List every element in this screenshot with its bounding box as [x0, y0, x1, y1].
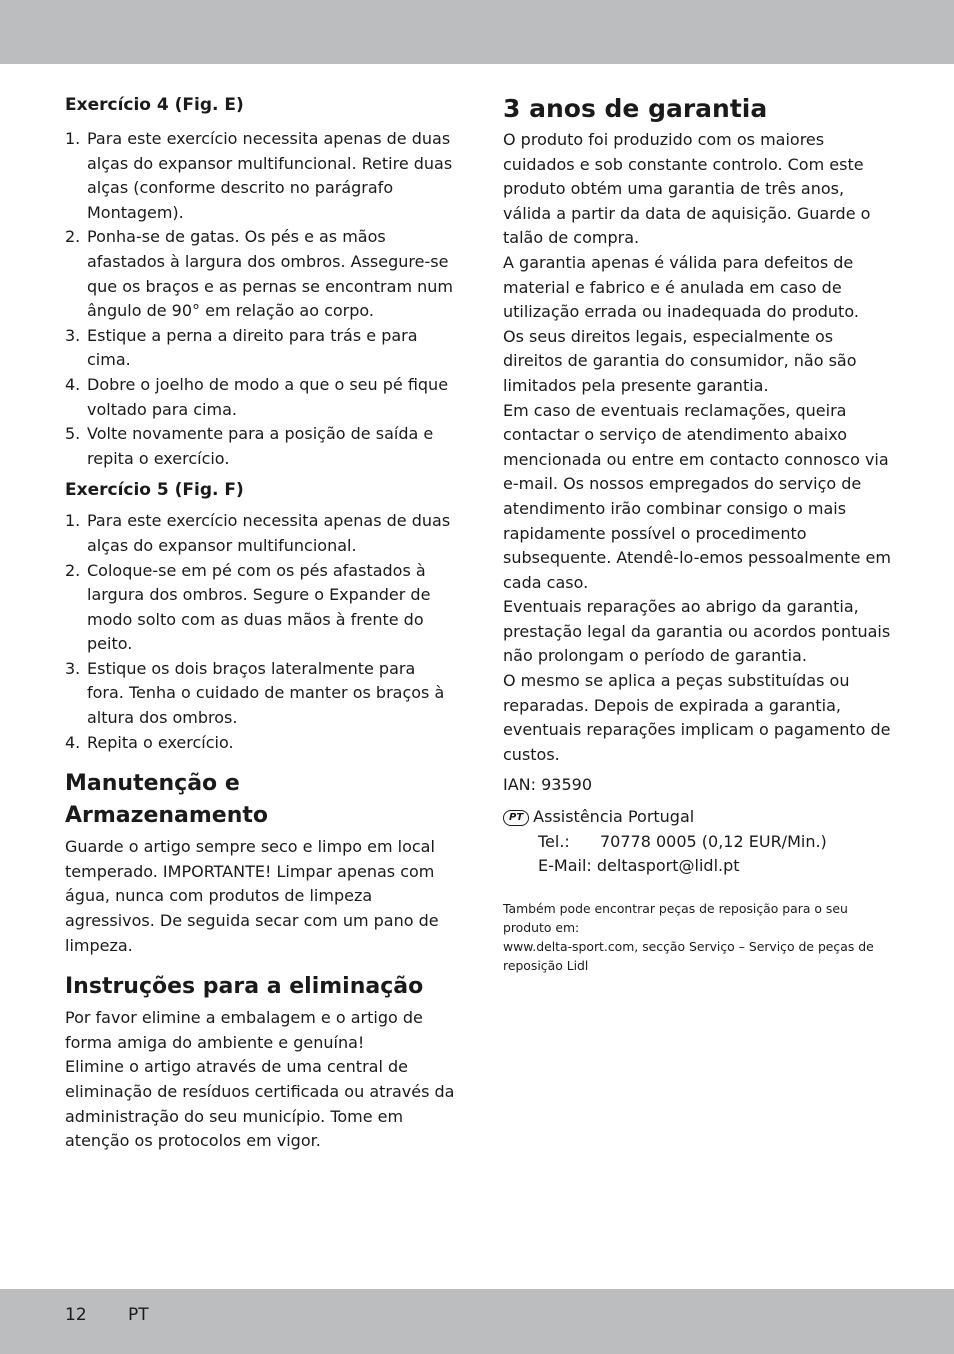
list-item-number: 5.: [65, 424, 81, 444]
list-item-text: Dobre o joelho de modo a que o seu pé fique voltado para cima.: [87, 374, 449, 419]
pt-country-badge-icon: PT: [503, 810, 529, 826]
disposal-text-2: Elimine o artigo através de uma central de eliminação de resíduos certificada ou através da administração do seu município. Tome em atenção os protocolos em vigor.: [65, 1057, 455, 1151]
list-item-text: Ponha-se de gatas. Os pés e as mãos afastados à largura dos ombros. Assegure-se que os braços e as pernas se encontram num ângulo de 90° em relação ao corpo.: [87, 227, 453, 321]
list-item-text: Volte novamente para a posição de saída e repita o exercício.: [87, 424, 434, 468]
list-item-text: Repita o exercício.: [87, 732, 234, 752]
list-item: [65, 559, 457, 657]
list-item-number: 2.: [65, 560, 81, 580]
service-phone-line: [503, 830, 895, 855]
service-name-line: [503, 805, 895, 830]
list-item-text: Coloque-se em pé com os pés afastados à largura dos ombros. Segure o Expander de modo solto com as duas mãos à frente do peito.: [87, 560, 431, 654]
list-item-number: 3.: [65, 658, 81, 678]
phone-label: Tel.:: [538, 831, 570, 851]
spare-parts-note: [503, 899, 895, 975]
list-item-number: 2.: [65, 227, 81, 247]
right-column: [503, 92, 895, 975]
list-item-number: 1.: [65, 129, 81, 148]
list-item: [65, 324, 457, 373]
page-number: 12: [65, 1305, 87, 1325]
maintenance-text: Guarde o artigo sempre seco e limpo em local temperado. IMPORTANTE! Limpar apenas com água, nunca com produtos de limpeza agressivos. De seguida secar com um pano de limpeza.: [65, 837, 439, 955]
header-bar: [0, 0, 954, 64]
list-item-text: Para este exercício necessita apenas de duas alças do expansor multifuncional. Retire duas alças (conforme descrito no parágrafo Montagem).: [87, 129, 453, 222]
list-item: [65, 509, 457, 558]
list-item: [65, 657, 457, 731]
maintenance-title: Manutenção e Armazenamento: [65, 771, 269, 829]
service-contact: [503, 805, 895, 879]
warranty-title: 3 anos de garantia: [503, 94, 768, 123]
spare-parts-line-1: Também pode encontrar peças de reposição para o seu produto em:: [503, 900, 848, 935]
warranty-paragraph-2: A garantia apenas é válida para defeitos de material e fabrico e é anulada em caso de utilização errada ou inadequada do produto.: [503, 252, 859, 322]
disposal-text-1: Por favor elimine a embalagem e o artigo de forma amiga do ambiente e genuína!: [65, 1008, 423, 1052]
list-item-text: Estique a perna a direito para trás e para cima.: [87, 325, 418, 370]
exercise-4-steps: [65, 127, 457, 471]
list-item-number: 3.: [65, 325, 81, 345]
warranty-paragraph-1: O produto foi produzido com os maiores cuidados e sob constante controlo. Com este produto obtém uma garantia de três anos, válida a partir da data de aquisição. Guarde o talão de compra.: [503, 130, 871, 248]
service-email-line: [503, 854, 895, 879]
list-item: [65, 225, 457, 323]
list-item: [65, 422, 457, 471]
list-item-number: 4.: [65, 374, 81, 394]
list-item: [65, 373, 457, 422]
warranty-paragraph-5: Eventuais reparações ao abrigo da garantia, prestação legal da garantia ou acordos pontuais não prolongam o período de garantia.: [503, 597, 891, 666]
language-code: PT: [128, 1305, 149, 1325]
list-item-number: 1.: [65, 511, 81, 531]
warranty-paragraph-4: Em caso de eventuais reclamações, queira contactar o serviço de atendimento abaixo mencionada ou entre em contacto connosco via e-mail. Os nossos empregados do serviço de atendimento irão combinar consigo o mais rapidamente possível o procedimento subsequente. Atendê-lo-emos pessoalmente em cada caso.: [503, 400, 891, 592]
email-value[interactable]: deltasport@lidl.pt: [596, 856, 740, 876]
email-label: E-Mail:: [538, 856, 592, 876]
exercise-5-steps: [65, 509, 457, 755]
list-item: [65, 127, 457, 225]
exercise-5-title: Exercício 5 (Fig. F): [65, 480, 244, 501]
exercise-4-title: Exercício 4 (Fig. E): [65, 95, 244, 115]
list-item-text: Para este exercício necessita apenas de duas alças do expansor multifuncional.: [87, 511, 451, 555]
ian-number: IAN: 93590: [503, 775, 593, 795]
left-column: [65, 92, 457, 1154]
spare-parts-line-2: www.delta-sport.com, secção Serviço – Serviço de peças de reposição Lidl: [503, 938, 874, 973]
phone-value: 70778 0005 (0,12 EUR/Min.): [600, 831, 827, 851]
disposal-title: Instruções para a eliminação: [65, 974, 424, 1000]
warranty-paragraph-6: O mesmo se aplica a peças substituídas ou reparadas. Depois de expirada a garantia, eventuais reparações implicam o pagamento de custos.: [503, 671, 891, 764]
service-name: Assistência Portugal: [533, 807, 695, 827]
warranty-paragraph-3: Os seus direitos legais, especialmente os direitos de garantia do consumidor, não são limitados pela presente garantia.: [503, 326, 857, 395]
list-item-number: 4.: [65, 732, 81, 752]
list-item-text: Estique os dois braços lateralmente para fora. Tenha o cuidado de manter os braços à altura dos ombros.: [87, 658, 445, 728]
list-item: [65, 731, 457, 756]
